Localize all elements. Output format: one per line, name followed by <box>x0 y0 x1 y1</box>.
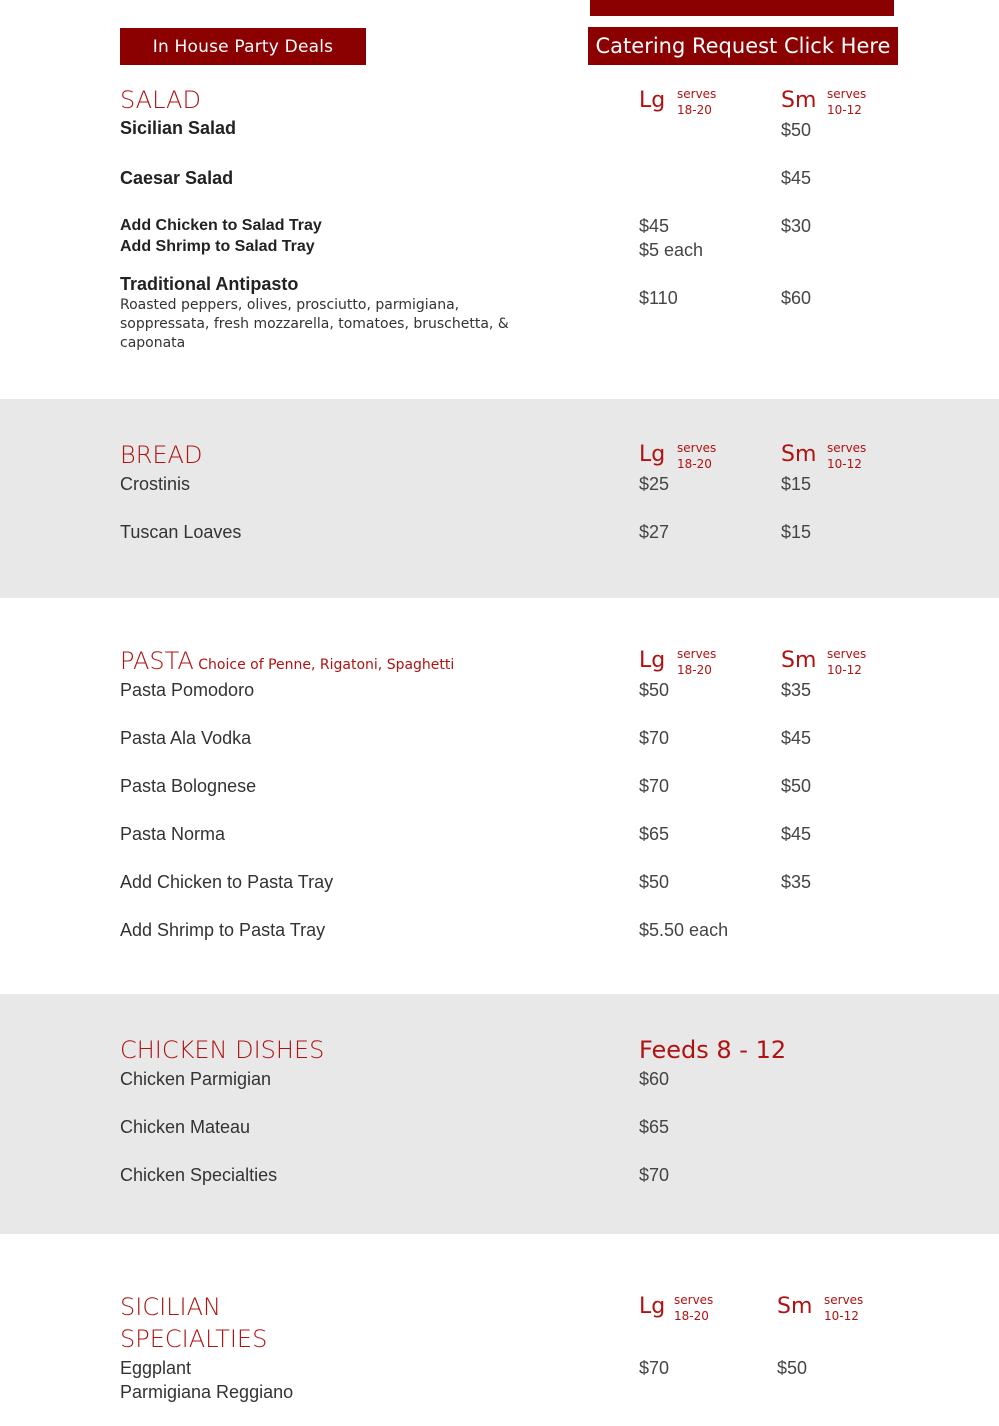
salad-section-title: SALAD <box>120 86 201 114</box>
lg-price: $70 <box>639 728 670 748</box>
menu-item-name: Sicilian Salad <box>120 118 237 138</box>
chicken-section-band <box>0 994 999 1234</box>
sm-price: $60 <box>781 288 812 308</box>
sm-price: $50 <box>781 776 812 796</box>
sm-price: $15 <box>781 474 812 494</box>
lg-serves-label: serves 18-20 <box>674 1293 714 1323</box>
lg-serves-label: serves 18-20 <box>677 441 717 471</box>
sm-size-label: Sm <box>777 1294 813 1319</box>
price: $60 <box>639 1069 670 1089</box>
sm-price: $35 <box>781 872 812 892</box>
menu-item-name: Crostinis <box>120 474 191 494</box>
lg-price: $5 each <box>639 240 704 260</box>
sm-price: $50 <box>777 1358 808 1378</box>
menu-item-name: Caesar Salad <box>120 168 234 188</box>
menu-item-name: Chicken Mateau <box>120 1117 251 1137</box>
menu-item-name: Pasta Bolognese <box>120 776 257 796</box>
sm-price: $45 <box>781 728 812 748</box>
lg-price: $25 <box>639 474 670 494</box>
lg-price: $50 <box>639 872 670 892</box>
menu-item-name: Chicken Specialties <box>120 1165 278 1185</box>
lg-serves-label: serves 18-20 <box>677 647 717 677</box>
top-accent-bar <box>590 0 894 16</box>
menu-item-name: Traditional Antipasto <box>120 274 299 294</box>
menu-item-name: Add Chicken to Salad Tray <box>120 217 322 234</box>
lg-price: $70 <box>639 1358 670 1378</box>
menu-item-name: Add Shrimp to Salad Tray <box>120 238 315 255</box>
bread-section-title: BREAD <box>120 441 203 469</box>
catering-request-button[interactable]: Catering Request Click Here <box>588 27 898 65</box>
lg-price: $5.50 each <box>639 920 729 940</box>
bread-section-band <box>0 399 999 598</box>
feeds-label: Feeds 8 - 12 <box>639 1036 787 1064</box>
sm-price: $50 <box>781 120 812 140</box>
lg-price: $110 <box>639 288 678 308</box>
menu-item-name: Pasta Ala Vodka <box>120 728 252 748</box>
sm-serves-label: serves 10-12 <box>827 647 867 677</box>
menu-item-name: Pasta Norma <box>120 824 226 844</box>
sm-price: $15 <box>781 522 812 542</box>
price: $70 <box>639 1165 670 1185</box>
pasta-choice-note: Choice of Penne, Rigatoni, Spaghetti <box>198 657 455 673</box>
lg-size-label: Lg <box>639 442 666 467</box>
lg-price: $45 <box>639 216 670 236</box>
menu-item-name: Add Chicken to Pasta Tray <box>120 872 334 892</box>
lg-price: $70 <box>639 776 670 796</box>
sm-price: $45 <box>781 168 812 188</box>
sicilian-section-title-line1: SICILIAN <box>120 1293 221 1321</box>
menu-item-name: Add Shrimp to Pasta Tray <box>120 920 326 940</box>
lg-price: $50 <box>639 680 670 700</box>
price: $65 <box>639 1117 670 1137</box>
menu-item-name: Chicken Parmigian <box>120 1069 272 1089</box>
menu-item-name-line2: Parmigiana Reggiano <box>120 1382 294 1402</box>
lg-serves-label: serves 18-20 <box>677 87 717 117</box>
lg-price: $65 <box>639 824 670 844</box>
sm-size-label: Sm <box>781 442 817 467</box>
menu-item-name: Eggplant <box>120 1358 192 1378</box>
lg-size-label: Lg <box>639 648 666 673</box>
sm-serves-label: serves 10-12 <box>824 1293 864 1323</box>
menu-item-name: Tuscan Loaves <box>120 522 242 542</box>
sm-size-label: Sm <box>781 648 817 673</box>
sicilian-section-title-line2: SPECIALTIES <box>120 1325 268 1353</box>
sm-price: $35 <box>781 680 812 700</box>
sm-price: $30 <box>781 216 812 236</box>
sm-serves-label: serves 10-12 <box>827 87 867 117</box>
in-house-party-deals-button[interactable]: In House Party Deals <box>120 28 366 65</box>
sm-serves-label: serves 10-12 <box>827 441 867 471</box>
sm-size-label: Sm <box>781 88 817 113</box>
lg-size-label: Lg <box>639 1294 666 1319</box>
menu-item-name: Pasta Pomodoro <box>120 680 255 700</box>
pasta-section-title <box>120 647 454 675</box>
sm-price: $45 <box>781 824 812 844</box>
lg-price: $27 <box>639 522 670 542</box>
pasta-title: PASTA <box>120 647 194 675</box>
menu-item-description: Roasted peppers, olives, prosciutto, parmigiana, soppressata, fresh mozzarella, tomatoes, bruschetta, & caponata <box>120 297 509 351</box>
chicken-section-title: CHICKEN DISHES <box>120 1036 325 1064</box>
lg-size-label: Lg <box>639 88 666 113</box>
